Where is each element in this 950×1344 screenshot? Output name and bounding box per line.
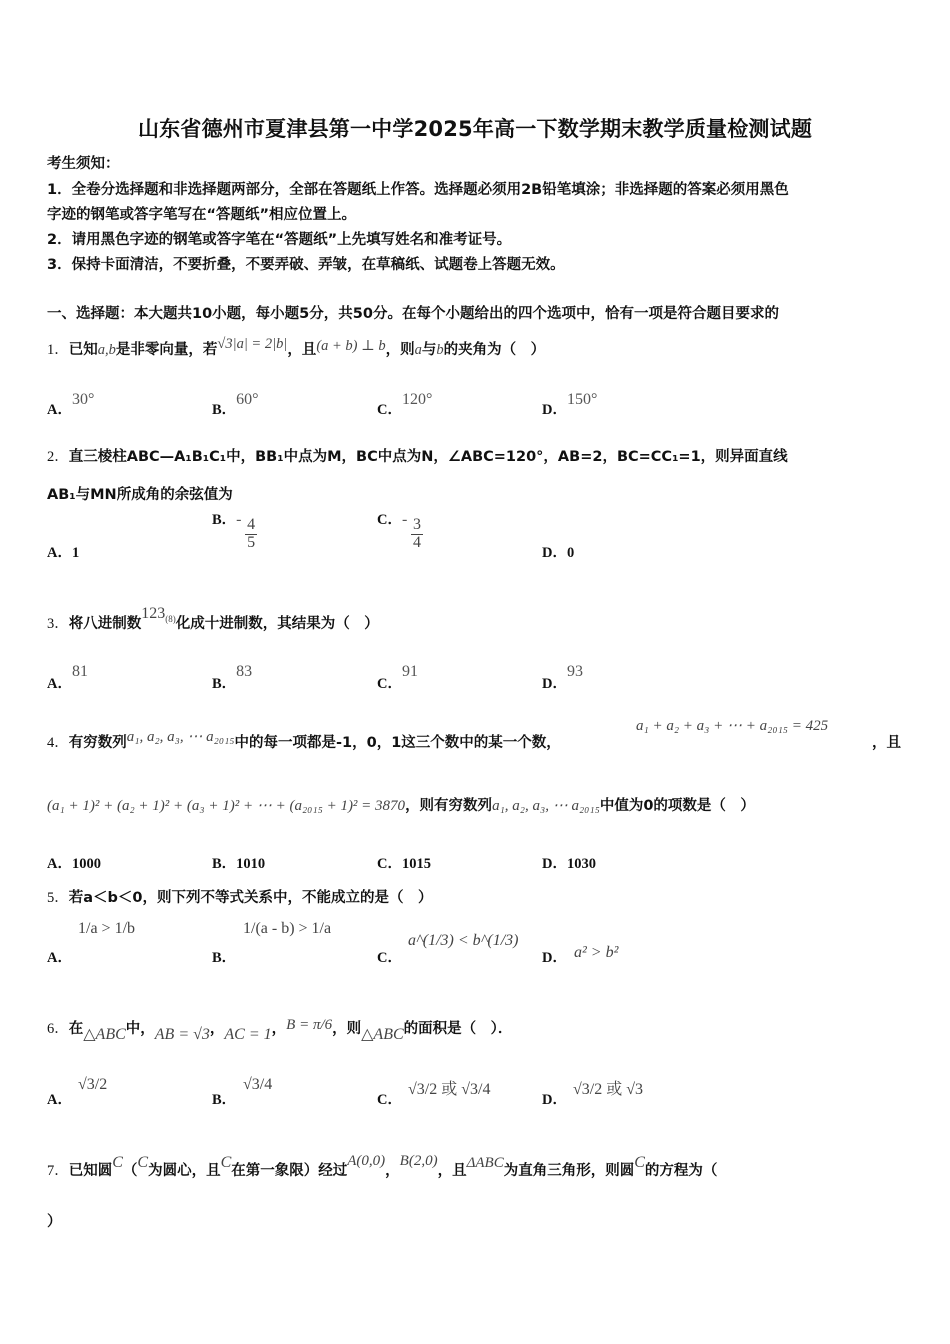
option-c[interactable]: C．- $\frac{3}{4}$ bbox=[377, 510, 421, 551]
section-heading: 一、选择题：本大题共10小题，每小题5分，共50分。在每个小题给出的四个选项中，恰有一项是符合题目要求的 bbox=[47, 306, 779, 322]
question-7: 7．已知圆C（C为圆心，且C在第一象限）经过A(0,0)，B(2,0)，且ΔABC为直角三角形，则圆C的方程为（ bbox=[47, 1153, 718, 1179]
option-c[interactable]: C．120° bbox=[377, 391, 433, 418]
question-4-cont: (a₁ + 1)² + (a₂ + 1)² + (a₃ + 1)² + ⋯ + (a₂₀₁₅ + 1)² = 3870，则有穷数列a₁, a₂, a₃, ⋯ a₂₀₁₅中值为0的项数是（ ） bbox=[47, 798, 755, 814]
question-number: 4． bbox=[47, 735, 69, 751]
question-number: 6． bbox=[47, 1021, 69, 1037]
math: ΔABC bbox=[466, 1155, 504, 1171]
option-d[interactable]: D．93 bbox=[542, 663, 583, 692]
math: √3/2 或 √3/4 bbox=[408, 1081, 491, 1098]
math: B = π/6 bbox=[286, 1017, 333, 1033]
math: a₁ + a₂ + a₃ + ⋯ + a₂₀₁₅ = 425 bbox=[636, 718, 829, 734]
notice-item-1: 1．全卷分选择题和非选择题两部分，全部在答题纸上作答。选择题必须用2B铅笔填涂；非选择题的答案必须用黑色 bbox=[47, 182, 789, 198]
math: a bbox=[414, 342, 422, 358]
math: b bbox=[436, 342, 444, 358]
option-a[interactable]: A． bbox=[47, 950, 72, 966]
math: a^(1/3) < b^(1/3) bbox=[408, 932, 519, 949]
question-2: 2．直三棱柱ABC—A₁B₁C₁中，BB₁中点为M，BC中点为N，∠ABC=120°，AB=2，BC=CC₁=1，则异面直线 bbox=[47, 449, 788, 465]
math: a,b bbox=[97, 342, 116, 358]
math: C bbox=[220, 1154, 232, 1171]
option-a[interactable]: A．30° bbox=[47, 391, 95, 418]
math: AC = 1 bbox=[224, 1026, 272, 1043]
option-a[interactable]: A．81 bbox=[47, 663, 88, 692]
math: B(2,0) bbox=[399, 1153, 438, 1169]
option-d[interactable]: D． bbox=[542, 1092, 567, 1108]
option-c[interactable]: C．1015 bbox=[377, 856, 431, 872]
question-7-cont: ） bbox=[47, 1214, 62, 1230]
option-b[interactable]: B． bbox=[212, 950, 237, 966]
question-6: 6．在△ABC中，AB = √3，AC = 1，B = π/6，则△ABC的面积是（ ）． bbox=[47, 1017, 513, 1043]
math: √3/4 bbox=[243, 1076, 273, 1093]
option-a[interactable]: A．1 bbox=[47, 545, 80, 561]
math: a² > b² bbox=[574, 944, 619, 961]
question-number: 1． bbox=[47, 342, 69, 358]
option-d[interactable]: D．1030 bbox=[542, 856, 596, 872]
question-2-cont: AB₁与MN所成角的余弦值为 bbox=[47, 487, 233, 503]
option-c[interactable]: C． bbox=[377, 1092, 402, 1108]
math: 1/(a - b) > 1/a bbox=[243, 920, 332, 937]
option-b[interactable]: B．60° bbox=[212, 391, 259, 418]
option-d[interactable]: D．150° bbox=[542, 391, 598, 418]
option-a[interactable]: A．1000 bbox=[47, 856, 101, 872]
fraction: $\frac{3}{4}$ bbox=[412, 516, 421, 551]
math: △ABC bbox=[361, 1026, 404, 1043]
math: a₁, a₂, a₃, ⋯ a₂₀₁₅ bbox=[492, 798, 600, 814]
math: 123 bbox=[141, 605, 166, 622]
question-5: 5．若a＜b＜0，则下列不等式关系中，不能成立的是（ ） bbox=[47, 890, 433, 906]
math: (8) bbox=[165, 614, 176, 624]
math: C bbox=[137, 1154, 149, 1171]
option-b[interactable]: B． bbox=[212, 1092, 237, 1108]
math: AB = √3 bbox=[154, 1026, 210, 1043]
question-1: 1．已知a,b是非零向量，若√3|a| = 2|b|，且(a + b) ⊥ b，则a与b的夹角为（ ） bbox=[47, 336, 546, 358]
math: C bbox=[634, 1154, 645, 1171]
notice-item-2: 2．请用黑色字迹的钢笔或答字笔在“答题纸”上先填写姓名和准考证号。 bbox=[47, 232, 512, 248]
option-c[interactable]: C． bbox=[377, 950, 402, 966]
option-d[interactable]: D． bbox=[542, 950, 567, 966]
math: △ABC bbox=[83, 1026, 126, 1043]
math: √3|a| = 2|b| bbox=[217, 336, 288, 352]
math: C bbox=[112, 1154, 123, 1171]
math: a₁, a₂, a₃, ⋯ a₂₀₁₅ bbox=[126, 729, 235, 745]
question-3: 3．将八进制数123$^{(8)}$化成十进制数，其结果为（ ） bbox=[47, 605, 379, 632]
question-number: 5． bbox=[47, 890, 69, 906]
option-a[interactable]: A． bbox=[47, 1092, 72, 1108]
question-number: 2． bbox=[47, 449, 69, 465]
math: (a + b) ⊥ b bbox=[316, 338, 386, 354]
question-number: 7． bbox=[47, 1163, 69, 1179]
notice-heading: 考生须知： bbox=[47, 156, 120, 172]
option-b[interactable]: B．1010 bbox=[212, 856, 266, 872]
question-4: 4．有穷数列a₁, a₂, a₃, ⋯ a₂₀₁₅中的每一项都是-1，0，1这三个数中的某一个数， bbox=[47, 729, 561, 751]
option-c[interactable]: C．91 bbox=[377, 663, 418, 692]
question-number: 3． bbox=[47, 616, 69, 632]
math: A(0,0) bbox=[347, 1153, 386, 1169]
notice-item-1-cont: 字迹的钢笔或答字笔写在“答题纸”相应位置上。 bbox=[47, 207, 357, 223]
math: √3/2 或 √3 bbox=[573, 1081, 644, 1098]
option-b[interactable]: B．83 bbox=[212, 663, 253, 692]
fraction: $\frac{4}{5}$ bbox=[247, 516, 256, 551]
notice-item-3: 3．保持卡面清洁，不要折叠，不要弄破、弄皱，在草稿纸、试题卷上答题无效。 bbox=[47, 257, 565, 273]
math: 1/a > 1/b bbox=[78, 920, 136, 937]
math: (a₁ + 1)² + (a₂ + 1)² + (a₃ + 1)² + ⋯ + (a₂₀₁₅ + 1)² = 3870 bbox=[47, 798, 406, 814]
option-b[interactable]: B．- $\frac{4}{5}$ bbox=[212, 510, 256, 551]
math: √3/2 bbox=[78, 1076, 108, 1093]
option-d[interactable]: D．0 bbox=[542, 545, 575, 561]
page-title: 山东省德州市夏津县第一中学2025年高一下数学期末教学质量检测试题 bbox=[137, 117, 813, 141]
